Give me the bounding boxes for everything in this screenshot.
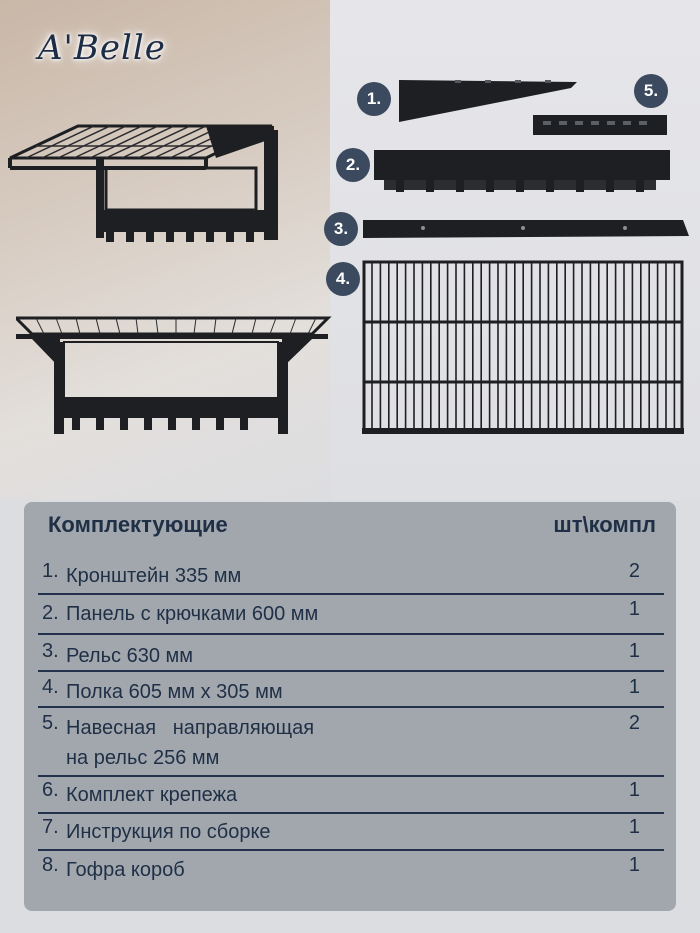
part-wire-shelf-image: [362, 260, 686, 436]
part-badge-3: 3.: [324, 212, 358, 246]
row-divider: [38, 706, 664, 708]
table-title: Комплектующие: [48, 512, 228, 537]
part-badge-2: 2.: [336, 148, 370, 182]
row-divider: [38, 775, 664, 777]
row-number: 1.: [42, 560, 59, 582]
row-divider: [38, 849, 664, 851]
row-text: Гофра короб: [66, 859, 185, 881]
shelf-photo-angled: [6, 118, 296, 268]
row-number: 4.: [42, 676, 59, 698]
row-quantity: 1: [628, 854, 640, 876]
row-text-line2: на рельс 256 мм: [66, 747, 220, 769]
brand-logo: [38, 28, 218, 88]
table-unit-header: шт\компл: [553, 512, 656, 537]
row-quantity: 1: [628, 676, 640, 698]
row-quantity: 2: [628, 712, 640, 734]
row-text: Панель с крючками 600 мм: [66, 603, 319, 625]
part-badge-1: 1.: [357, 82, 391, 116]
row-number: 5.: [42, 712, 59, 734]
row-number: 6.: [42, 779, 59, 801]
row-text: Комплект крепежа: [66, 784, 238, 806]
row-quantity: 1: [628, 816, 640, 838]
part-rail-image: [363, 218, 691, 242]
row-number: 2.: [42, 602, 59, 624]
row-number: 3.: [42, 640, 59, 662]
row-text-line1: Навесная направляющая: [66, 717, 315, 739]
row-divider: [38, 812, 664, 814]
row-quantity: 1: [628, 598, 640, 620]
row-quantity: 2: [628, 560, 640, 582]
row-quantity: 1: [628, 640, 640, 662]
row-text: Полка 605 мм х 305 мм: [66, 681, 283, 703]
row-text: Кронштейн 335 мм: [66, 565, 242, 587]
part-badge-4: 4.: [326, 262, 360, 296]
part-guide-image: [533, 113, 667, 137]
row-divider: [38, 593, 664, 595]
part-hook-panel-image: [374, 150, 670, 194]
row-divider: [38, 670, 664, 672]
shelf-photo-front: [16, 312, 332, 442]
logo-text: A'Belle: [38, 28, 166, 68]
row-number: 8.: [42, 854, 59, 876]
row-text: Рельс 630 мм: [66, 645, 193, 667]
row-number: 7.: [42, 816, 59, 838]
row-text: Инструкция по сборке: [66, 821, 271, 843]
part-badge-5: 5.: [634, 74, 668, 108]
row-quantity: 1: [628, 779, 640, 801]
row-divider: [38, 633, 664, 635]
